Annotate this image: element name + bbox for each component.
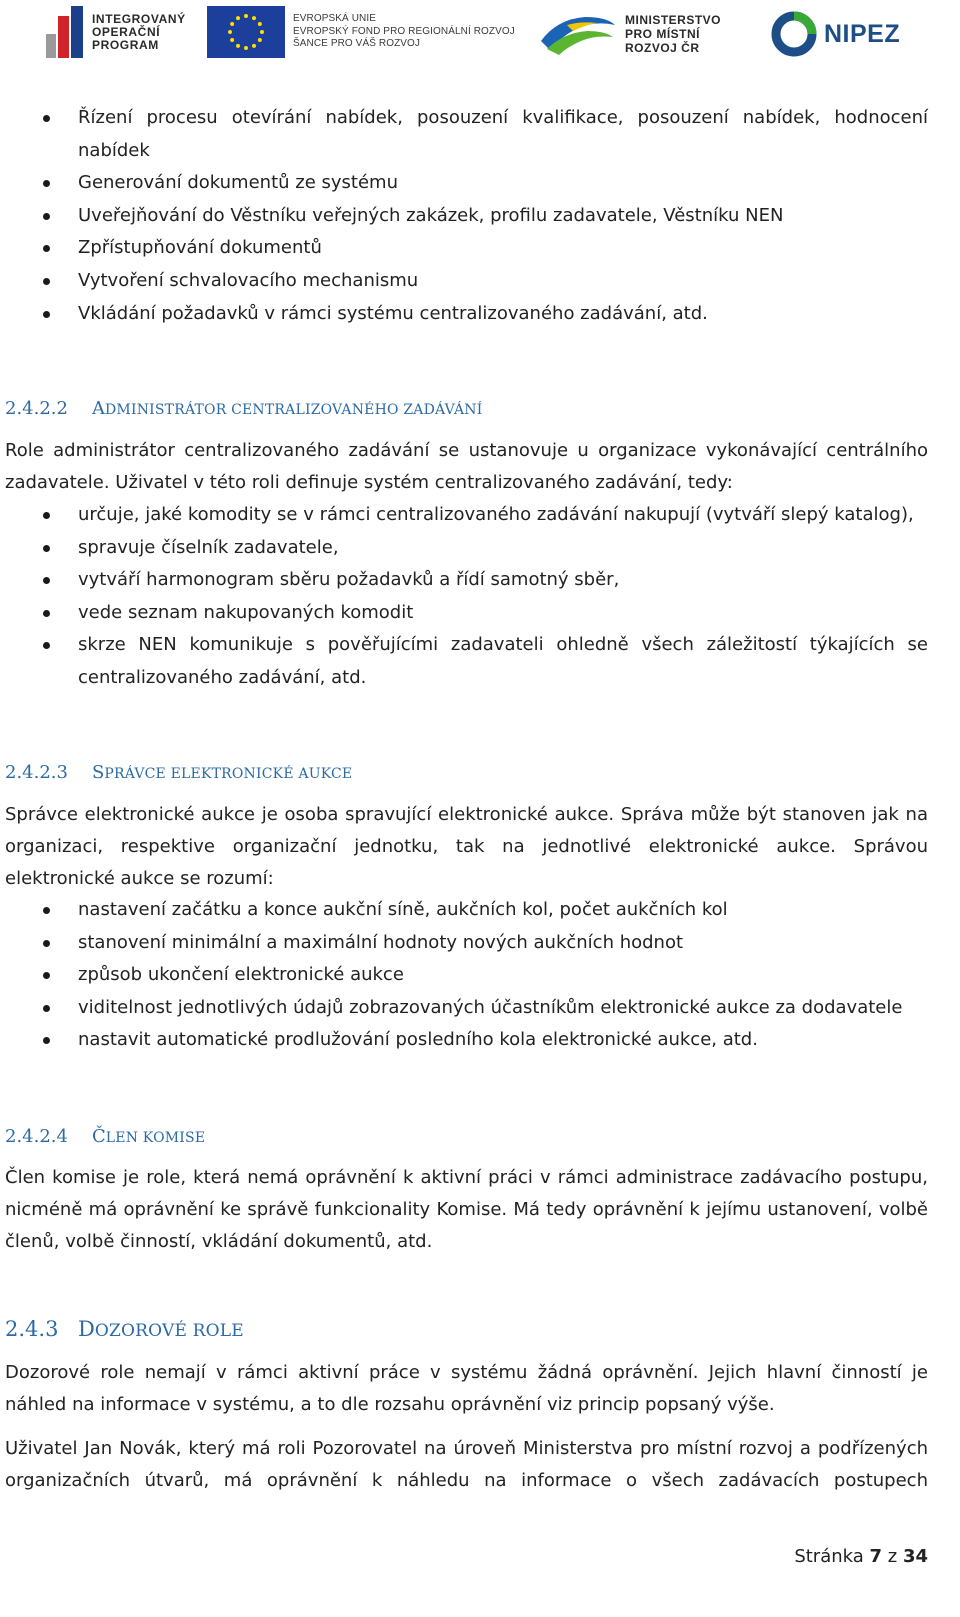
nipez-ring-icon <box>770 10 818 58</box>
eu-logo-text: EVROPSKÁ UNIE EVROPSKÝ FOND PRO REGIONÁLNÍ ROZVOJ ŠANCE PRO VÁŠ ROZVOJ <box>293 13 515 50</box>
list-item: nastavit automatické prodlužování posledního kola elektronické aukce, atd. <box>0 1024 928 1057</box>
mmr-logo-text: MINISTERSTVO PRO MÍSTNÍ ROZVOJ ČR <box>625 13 722 55</box>
mmr-emblem-icon <box>537 11 619 57</box>
section-2424-text: Člen komise je role, která nemá oprávnění k aktivní práci v rámci administrace zadávacího postupu, nicméně má oprávnění ke správě funkcionality Komise. Má tedy oprávnění k jejímu ustanovení, volbě členů, volbě činností, vkládání dokumentů, atd. <box>5 1167 928 1252</box>
eu-star-icon <box>228 30 232 34</box>
mmr-logo <box>537 10 721 58</box>
list-item: určuje, jaké komodity se v rámci centralizovaného zadávání nakupují (vytváří slepý katalog), <box>0 499 928 532</box>
list-item: spravuje číselník zadavatele, <box>0 532 928 565</box>
eu-star-icon <box>260 30 264 34</box>
eu-star-icon <box>230 38 234 42</box>
nipez-logo <box>770 8 900 60</box>
eu-star-icon <box>252 16 256 20</box>
eu-flag-icon <box>207 6 285 58</box>
section-243-text1: Dozorové role nemají v rámci aktivní práce v systému žádná oprávnění. Jejich hlavní činností je náhled na informace v systému, a to dle rozsahu oprávnění viz princip popsaný výše. <box>5 1362 928 1415</box>
list-item: Uveřejňování do Věstníku veřejných zakázek, profilu zadavatele, Věstníku NEN <box>0 200 928 233</box>
list-item: nastavení začátku a konce aukční síně, aukčních kol, počet aukčních kol <box>0 894 928 927</box>
list-item: Vkládání požadavků v rámci systému centralizovaného zadávání, atd. <box>0 298 928 331</box>
page-number: 7 <box>869 1546 883 1567</box>
page-total: 34 <box>902 1546 928 1567</box>
list-item: způsob ukončení elektronické aukce <box>0 959 928 992</box>
bullet-list-functions <box>0 102 928 330</box>
list-item: Zpřístupňování dokumentů <box>0 232 928 265</box>
section-2423-intro: Správce elektronické aukce je osoba spravující elektronické aukce. Správa může být stanoven jak na organizaci, respektive organizační jednotku, tak na jednotlivé elektronické aukce. Správou elektronické aukce se rozumí: <box>5 804 928 889</box>
eu-star-icon <box>258 38 262 42</box>
eu-star-icon <box>230 22 234 26</box>
nipez-logo-text: NIPEZ <box>824 19 901 48</box>
bullet-list-2423 <box>0 894 928 1057</box>
iop-logo <box>46 6 186 58</box>
section-243-text2: Uživatel Jan Novák, který má roli Pozorovatel na úroveň Ministerstva pro místní rozvoj a podřízených organizačních útvarů, má oprávnění k náhledu na informace o všech zadávacích postupech <box>5 1438 928 1491</box>
eu-star-icon <box>244 46 248 50</box>
eu-star-icon <box>258 22 262 26</box>
list-item: vede seznam nakupovaných komodit <box>0 597 928 630</box>
section-heading-243: 2.4.3 DOZOROVÉ ROLE <box>5 1317 244 1341</box>
eu-logo <box>207 6 515 58</box>
list-item: Řízení procesu otevírání nabídek, posouzení kvalifikace, posouzení nabídek, hodnocení nabídek <box>0 102 928 167</box>
list-item: Generování dokumentů ze systému <box>0 167 928 200</box>
section-number: 2.4.2.3 <box>5 762 68 783</box>
page-footer: Stránka 7 z 34 <box>794 1546 928 1567</box>
list-item: vytváří harmonogram sběru požadavků a řídí samotný sběr, <box>0 564 928 597</box>
header-logos <box>0 0 960 72</box>
list-item: stanovení minimální a maximální hodnoty nových aukčních hodnot <box>0 927 928 960</box>
section-number: 2.4.2.2 <box>5 398 68 419</box>
list-item: Vytvoření schvalovacího mechanismu <box>0 265 928 298</box>
section-number: 2.4.3 <box>5 1317 59 1341</box>
list-item: viditelnost jednotlivých údajů zobrazovaných účastníkům elektronické aukce za dodavatele <box>0 992 928 1025</box>
eu-star-icon <box>236 44 240 48</box>
eu-star-icon <box>236 16 240 20</box>
section-number: 2.4.2.4 <box>5 1126 68 1147</box>
bullet-list-2422 <box>0 499 928 695</box>
section-heading-2422: 2.4.2.2 ADMINISTRÁTOR CENTRALIZOVANÉHO ZADÁVÁNÍ <box>5 398 483 419</box>
section-heading-2424: 2.4.2.4 ČLEN KOMISE <box>5 1126 206 1147</box>
iop-logo-text: INTEGROVANÝ OPERAČNÍ PROGRAM <box>92 11 186 52</box>
section-heading-2423: 2.4.2.3 SPRÁVCE ELEKTRONICKÉ AUKCE <box>5 762 353 783</box>
iop-bars-icon <box>46 6 86 58</box>
eu-star-icon <box>244 14 248 18</box>
section-2422-intro: Role administrátor centralizovaného zadávání se ustanovuje u organizace vykonávající centrálního zadavatele. Uživatel v této roli definuje systém centralizovaného zadávání, tedy: <box>5 440 928 493</box>
eu-star-icon <box>252 44 256 48</box>
list-item: skrze NEN komunikuje s pověřujícími zadavateli ohledně všech záležitostí týkajících se centralizovaného zadávání, atd. <box>0 629 928 694</box>
